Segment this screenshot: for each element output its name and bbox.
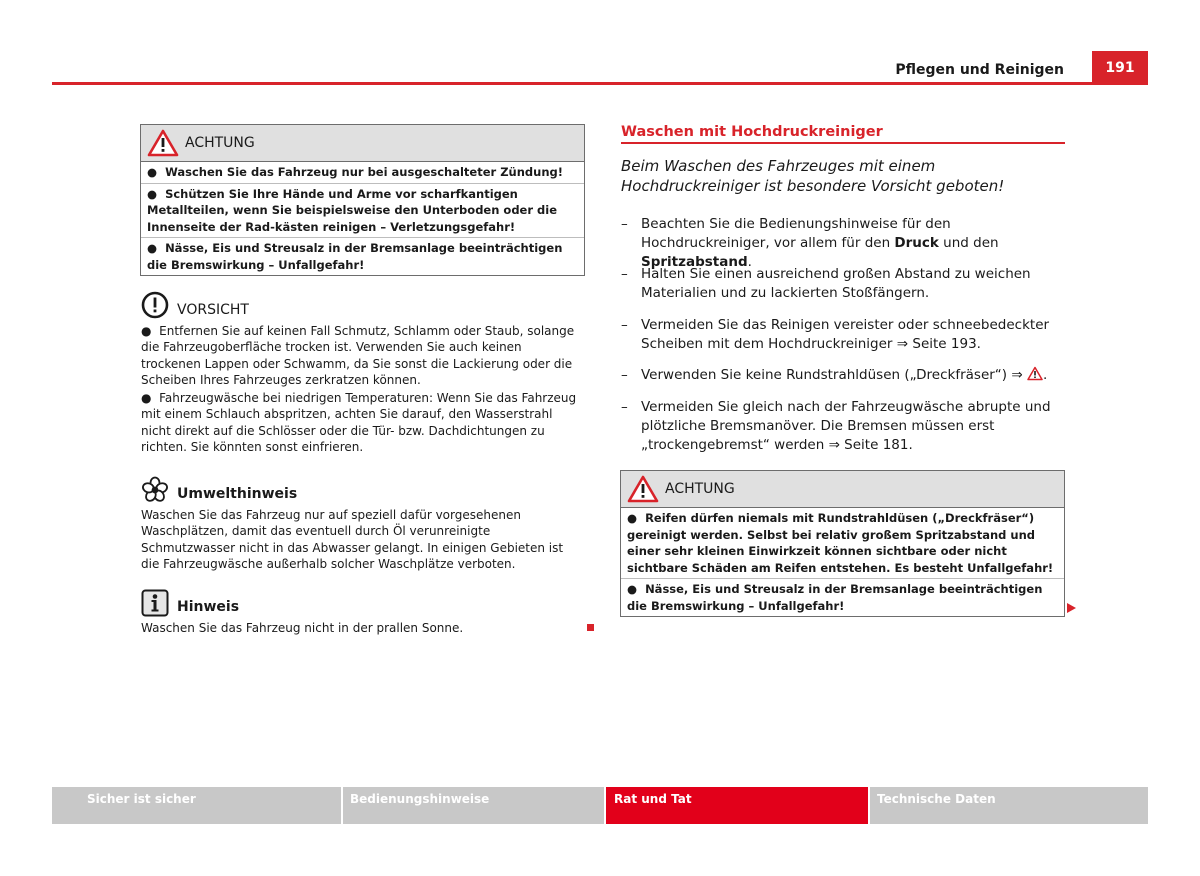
warning-title: ACHTUNG (185, 135, 255, 151)
warning-box-1 (140, 124, 585, 276)
hint-header (141, 589, 585, 617)
step-item: – Beachten Sie die Bedienungshinweise für den Hochdruckreiniger, vor allem für den Druck und den Spritzabstand. (621, 216, 999, 270)
page-number: 191 (1092, 51, 1148, 85)
warning-box-2 (620, 470, 1065, 617)
intro-text: Beim Waschen des Fahrzeuges mit einem Hochdruckreiniger ist besondere Vorsicht geboten! (621, 157, 1005, 195)
warning-header (141, 125, 584, 162)
warning-triangle-icon (147, 129, 179, 157)
end-square-icon (587, 624, 594, 631)
step-item: – Vermeiden Sie gleich nach der Fahrzeugwäsche abrupte und plötzliche Bremsmanöver. Die Bremsen müssen erst „trockengebremst“ werden ⇒ Seite 181. (621, 399, 1051, 453)
warning-item: ● Schützen Sie Ihre Hände und Arme vor scharfkantigen Metallteilen, wenn Sie beispielsweise den Unterboden oder die Innenseite der Rad-kästen reinigen – Verletzungsgefahr! (141, 183, 584, 238)
hint-section (141, 589, 585, 636)
warning-item: ● Nässe, Eis und Streusalz in der Bremsanlage beeinträchtigen die Bremswirkung – Unfallgefahr! (621, 578, 1064, 616)
caution-title: VORSICHT (177, 302, 249, 318)
environment-header (141, 476, 585, 504)
nav-tab-sicher-ist-sicher[interactable]: Sicher ist sicher (52, 787, 341, 824)
warning-title: ACHTUNG (665, 481, 735, 497)
step-item: – Verwenden Sie keine Rundstrahldüsen („Dreckfräser“) ⇒ . (621, 367, 1048, 383)
hint-title: Hinweis (177, 599, 240, 615)
environment-section (141, 476, 585, 572)
warning-item: ● Waschen Sie das Fahrzeug nur bei ausgeschalteter Zündung! (147, 165, 563, 179)
caution-body (141, 323, 585, 455)
nav-tab-rat-und-tat[interactable]: Rat und Tat (606, 787, 868, 824)
section-heading: Waschen mit Hochdruckreiniger (621, 124, 1065, 144)
nav-tab-technische-daten[interactable]: Technische Daten (870, 787, 1148, 824)
environment-body: Waschen Sie das Fahrzeug nur auf speziell dafür vorgesehenen Waschplätzen, damit das eventuell durch Öl verunreinigte Schmutzwasser nicht in das Abwasser gelangt. In einigen Gebieten ist die Fahrzeugwäsche außerhalb solcher Waschplätze verboten. (141, 508, 564, 571)
warning-item: ● Reifen dürfen niemals mit Rundstrahldüsen („Dreckfräser“) gereinigt werden. Selbst bei relativ großem Spritzabstand und einer sehr kleinen Einwirkzeit können sichtbare oder nicht sichtbare Schäden am Reifen entstehen. Es besteht Unfallgefahr! (627, 511, 1054, 575)
caution-item: ● Entfernen Sie auf keinen Fall Schmutz, Schlamm oder Staub, solange die Fahrzeugoberfläche trocken ist. Verwenden Sie auch keinen trockenen Lappen oder Schwamm, da Sie sonst die Lackierung oder die Scheiben Ihres Fahrzeuges zerkratzen können. (141, 324, 575, 387)
caution-section (141, 291, 585, 457)
warning-item: ● Nässe, Eis und Streusalz in der Bremsanlage beeinträchtigen die Bremswirkung – Unfallgefahr! (141, 237, 584, 275)
step-item: – Halten Sie einen ausreichend großen Abstand zu weichen Materialien und zu lackierten Stoßfängern. (621, 266, 1031, 301)
hint-body: Waschen Sie das Fahrzeug nicht in der prallen Sonne. (141, 621, 464, 635)
environment-title: Umwelthinweis (177, 486, 298, 502)
section-title: Pflegen und Reinigen (895, 62, 1064, 78)
exclamation-circle-icon (141, 291, 169, 319)
step-item: – Vermeiden Sie das Reinigen vereister oder schneebedeckter Scheiben mit dem Hochdruckreiniger ⇒ Seite 193. (621, 317, 1050, 352)
warning-header (621, 471, 1064, 508)
caution-header (141, 291, 585, 319)
warning-triangle-icon (1027, 366, 1043, 381)
caution-item: ● Fahrzeugwäsche bei niedrigen Temperaturen: Wenn Sie das Fahrzeug mit einem Schlauch abspritzen, achten Sie darauf, den Wasserstrahl nicht direkt auf die Schlösser oder die Tür- bzw. Dachdichtungen zu richten. Sie könnten sonst einfrieren. (141, 391, 577, 455)
nav-tab-bedienungshinweise[interactable]: Bedienungshinweise (343, 787, 604, 824)
info-icon (141, 589, 169, 617)
flower-icon (141, 476, 169, 504)
warning-triangle-icon (627, 475, 659, 503)
continue-arrow-icon (1067, 603, 1076, 613)
header-rule (52, 82, 1148, 85)
